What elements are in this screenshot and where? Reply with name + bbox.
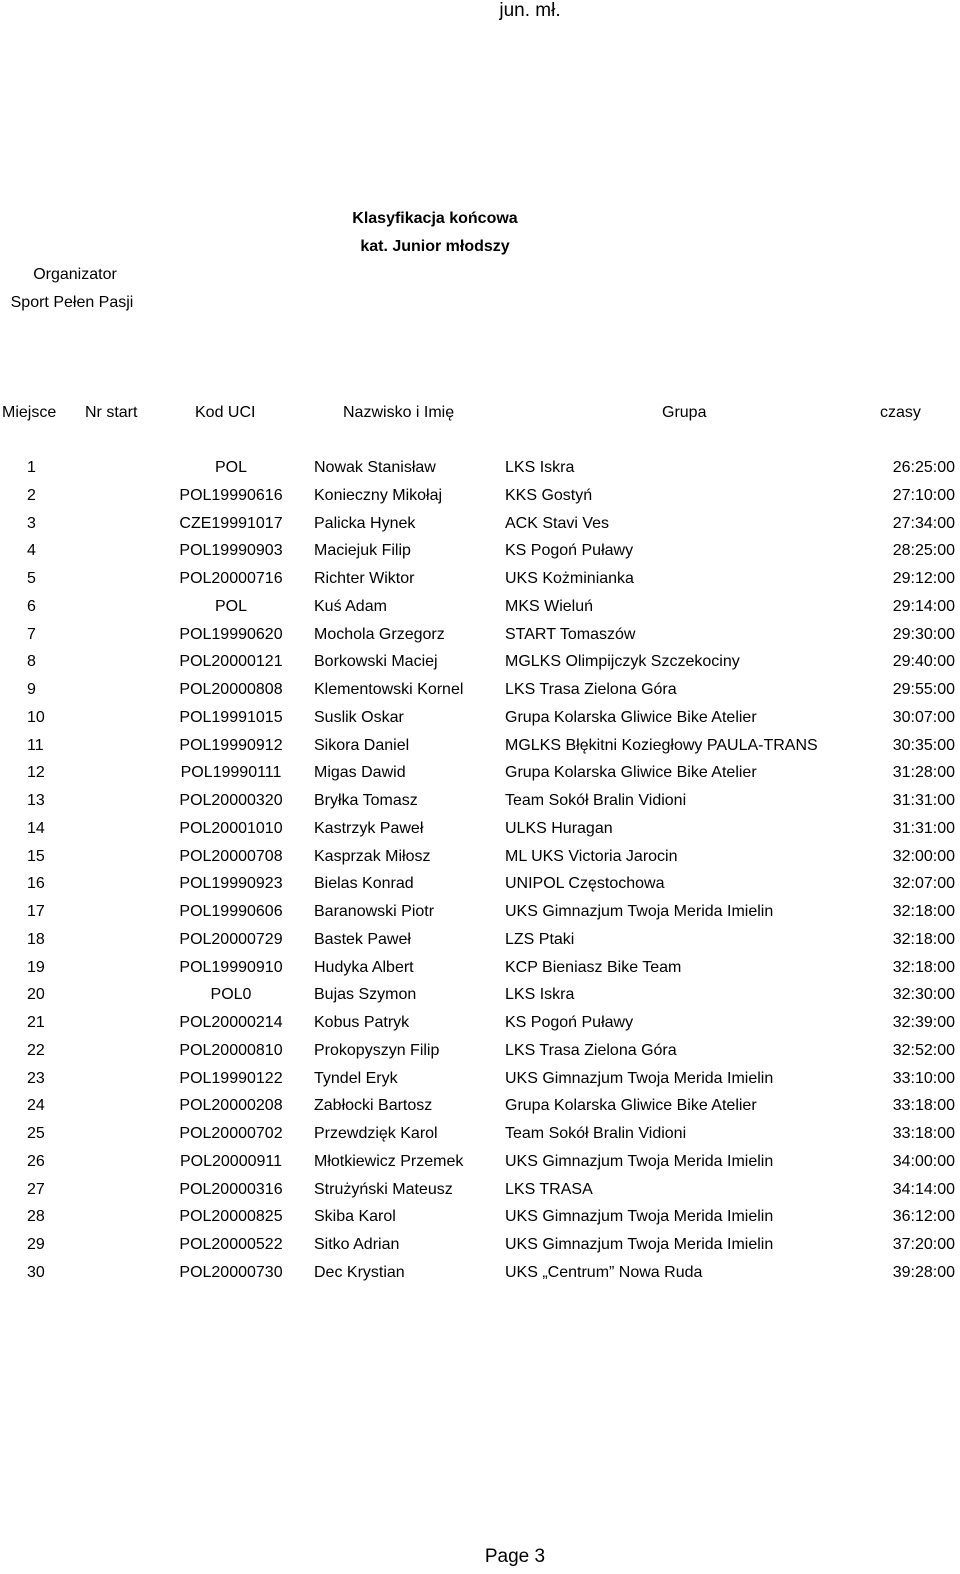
- result-uci-code: CZE19991017: [179, 514, 283, 532]
- result-uci-code: POL19990910: [179, 958, 283, 976]
- results-table: [0, 459, 960, 1292]
- result-uci-code: POL19990923: [179, 875, 283, 893]
- result-place: 6: [27, 597, 36, 615]
- result-time: 29:55:00: [892, 681, 955, 698]
- result-rider-name: Przewdzięk Karol: [314, 1125, 438, 1142]
- result-team: UKS Gimnazjum Twoja Merida Imielin: [505, 1236, 774, 1253]
- page-header-category: jun. mł.: [499, 0, 561, 21]
- result-place: 11: [27, 736, 44, 754]
- result-place: 25: [27, 1125, 45, 1142]
- table-row: [0, 487, 960, 515]
- result-rider-name: Bujas Szymon: [314, 986, 417, 1004]
- table-row: [0, 1208, 960, 1236]
- result-rider-name: Kuś Adam: [314, 597, 387, 615]
- result-rider-name: Kasprzak Miłosz: [314, 847, 431, 865]
- result-place: 12: [27, 764, 45, 782]
- result-team: UKS „Centrum” Nowa Ruda: [505, 1263, 703, 1281]
- result-rider-name: Strużyński Mateusz: [314, 1180, 453, 1198]
- result-uci-code: POL20000810: [179, 1041, 283, 1059]
- table-row: [0, 1070, 960, 1098]
- table-row: [0, 931, 960, 959]
- result-place: 15: [27, 847, 45, 865]
- result-team: UKS Kożminianka: [505, 570, 634, 587]
- result-uci-code: POL20001010: [179, 819, 283, 837]
- table-row: [0, 959, 960, 987]
- result-rider-name: Mochola Grzegorz: [314, 625, 445, 643]
- result-team: Grupa Kolarska Gliwice Bike Atelier: [505, 1097, 757, 1115]
- column-header-group: Grupa: [662, 404, 707, 421]
- result-place: 17: [27, 903, 45, 920]
- page-title: Klasyfikacja końcowa: [352, 210, 518, 227]
- result-rider-name: Dec Krystian: [314, 1263, 405, 1281]
- result-team: Team Sokół Bralin Vidioni: [505, 1125, 687, 1142]
- result-place: 7: [27, 625, 36, 643]
- result-time: 27:34:00: [892, 514, 955, 532]
- result-place: 14: [27, 819, 45, 837]
- result-time: 29:14:00: [892, 597, 955, 615]
- result-time: 31:28:00: [892, 764, 955, 782]
- result-rider-name: Bastek Paweł: [314, 930, 411, 948]
- result-place: 30: [27, 1263, 45, 1281]
- result-place: 10: [27, 708, 45, 726]
- result-uci-code: POL19990620: [179, 625, 283, 643]
- table-row: [0, 820, 960, 848]
- result-time: 31:31:00: [892, 819, 955, 837]
- result-time: 39:28:00: [892, 1263, 955, 1281]
- result-rider-name: Kobus Patryk: [314, 1014, 410, 1031]
- column-header-start-no: Nr start: [85, 404, 138, 421]
- result-place: 29: [27, 1236, 45, 1253]
- result-uci-code: POL20000214: [179, 1014, 283, 1031]
- result-time: 30:35:00: [892, 736, 955, 754]
- result-uci-code: POL19990903: [179, 542, 283, 560]
- column-header-place: Miejsce: [2, 404, 57, 421]
- page-subtitle: kat. Junior młodszy: [360, 238, 510, 255]
- result-rider-name: Nowak Stanisław: [314, 459, 436, 476]
- table-row: [0, 459, 960, 487]
- result-team: KKS Gostyń: [505, 486, 593, 504]
- result-time: 34:00:00: [892, 1152, 955, 1170]
- result-time: 33:18:00: [892, 1125, 955, 1142]
- result-time: 29:40:00: [892, 653, 955, 671]
- result-time: 26:25:00: [892, 459, 955, 476]
- table-row: [0, 792, 960, 820]
- result-rider-name: Richter Wiktor: [314, 570, 415, 587]
- result-time: 28:25:00: [892, 542, 955, 560]
- result-team: LKS Iskra: [505, 986, 575, 1004]
- result-place: 24: [27, 1097, 45, 1115]
- result-uci-code: POL20000716: [179, 570, 283, 587]
- result-time: 32:18:00: [892, 958, 955, 976]
- result-uci-code: POL20000729: [179, 930, 283, 948]
- table-row: [0, 1097, 960, 1125]
- column-header-time: czasy: [880, 404, 921, 421]
- result-team: KCP Bieniasz Bike Team: [505, 958, 682, 976]
- result-rider-name: Borkowski Maciej: [314, 653, 438, 671]
- table-row: [0, 1125, 960, 1153]
- result-uci-code: POL19990111: [180, 764, 282, 782]
- result-time: 30:07:00: [892, 708, 955, 726]
- result-uci-code: POL20000320: [179, 792, 283, 809]
- result-place: 2: [27, 486, 36, 504]
- result-time: 34:14:00: [892, 1180, 955, 1198]
- page-number: Page 3: [484, 1546, 546, 1567]
- result-rider-name: Kastrzyk Paweł: [314, 819, 424, 837]
- result-uci-code: POL19990606: [179, 903, 283, 920]
- result-team: LZS Ptaki: [505, 930, 575, 948]
- result-rider-name: Konieczny Mikołaj: [314, 486, 443, 504]
- result-time: 31:31:00: [892, 792, 955, 809]
- result-uci-code: POL0: [210, 986, 252, 1004]
- result-rider-name: Zabłocki Bartosz: [314, 1097, 433, 1115]
- result-place: 9: [27, 681, 36, 698]
- organizer-label: Organizator: [33, 266, 117, 283]
- result-rider-name: Palicka Hynek: [314, 514, 416, 532]
- result-uci-code: POL19990616: [179, 486, 283, 504]
- result-uci-code: POL20000730: [179, 1263, 283, 1281]
- result-time: 32:07:00: [892, 875, 955, 893]
- result-rider-name: Baranowski Piotr: [314, 903, 435, 920]
- table-row: [0, 542, 960, 570]
- result-place: 18: [27, 930, 45, 948]
- result-time: 32:00:00: [892, 847, 955, 865]
- result-team: ACK Stavi Ves: [505, 514, 610, 532]
- result-place: 4: [27, 542, 36, 560]
- result-rider-name: Migas Dawid: [314, 764, 406, 782]
- result-team: UKS Gimnazjum Twoja Merida Imielin: [505, 903, 774, 920]
- result-team: ULKS Huragan: [505, 819, 613, 837]
- result-place: 20: [27, 986, 45, 1004]
- result-place: 3: [27, 514, 36, 532]
- result-team: LKS TRASA: [505, 1180, 593, 1198]
- result-uci-code: POL20000702: [179, 1125, 283, 1142]
- result-uci-code: POL20000808: [179, 681, 283, 698]
- result-time: 32:30:00: [892, 986, 955, 1004]
- result-uci-code: POL20000522: [179, 1236, 283, 1253]
- result-rider-name: Młotkiewicz Przemek: [314, 1152, 464, 1170]
- table-row: [0, 1042, 960, 1070]
- table-row: [0, 1236, 960, 1264]
- result-uci-code: POL20000708: [179, 847, 283, 865]
- table-row: [0, 570, 960, 598]
- column-header-name: Nazwisko i Imię: [343, 404, 455, 421]
- result-team: UKS Gimnazjum Twoja Merida Imielin: [505, 1069, 774, 1087]
- table-row: [0, 875, 960, 903]
- table-row: [0, 1153, 960, 1181]
- result-time: 32:39:00: [892, 1014, 955, 1031]
- result-rider-name: Hudyka Albert: [314, 958, 414, 976]
- result-place: 8: [27, 653, 36, 671]
- result-uci-code: POL20000825: [179, 1208, 283, 1226]
- result-uci-code: POL19990912: [179, 736, 283, 754]
- table-row: [0, 626, 960, 654]
- result-uci-code: POL20000911: [179, 1152, 282, 1170]
- result-team: UKS Gimnazjum Twoja Merida Imielin: [505, 1208, 774, 1226]
- result-place: 27: [27, 1180, 45, 1198]
- result-time: 27:10:00: [892, 486, 955, 504]
- result-place: 1: [27, 459, 36, 476]
- result-time: 37:20:00: [892, 1236, 955, 1253]
- result-team: UKS Gimnazjum Twoja Merida Imielin: [505, 1152, 774, 1170]
- table-row: [0, 1181, 960, 1209]
- organizer-name: Sport Pełen Pasji: [10, 294, 134, 311]
- table-row: [0, 848, 960, 876]
- result-time: 32:18:00: [892, 930, 955, 948]
- result-rider-name: Prokopyszyn Filip: [314, 1041, 440, 1059]
- result-uci-code: POL20000121: [179, 653, 283, 671]
- result-rider-name: Bryłka Tomasz: [314, 792, 418, 809]
- result-uci-code: POL19991015: [179, 708, 283, 726]
- result-time: 32:52:00: [892, 1041, 955, 1059]
- result-team: MGLKS Olimpijczyk Szczekociny: [505, 653, 740, 671]
- result-team: Grupa Kolarska Gliwice Bike Atelier: [505, 708, 757, 726]
- result-team: Team Sokół Bralin Vidioni: [505, 792, 687, 809]
- result-uci-code: POL20000316: [179, 1180, 283, 1198]
- result-rider-name: Sitko Adrian: [314, 1236, 400, 1253]
- table-row: [0, 709, 960, 737]
- result-rider-name: Tyndel Eryk: [314, 1069, 398, 1087]
- table-row: [0, 598, 960, 626]
- result-team: ML UKS Victoria Jarocin: [505, 847, 678, 865]
- table-row: [0, 903, 960, 931]
- result-time: 32:18:00: [892, 903, 955, 920]
- result-rider-name: Bielas Konrad: [314, 875, 414, 893]
- result-team: MGLKS Błękitni Koziegłowy PAULA-TRANS: [505, 736, 818, 754]
- result-place: 19: [27, 958, 45, 976]
- result-team: LKS Trasa Zielona Góra: [505, 681, 677, 698]
- result-time: 36:12:00: [892, 1208, 955, 1226]
- result-team: KS Pogoń Puławy: [505, 1014, 634, 1031]
- result-team: LKS Iskra: [505, 459, 575, 476]
- result-place: 26: [27, 1152, 45, 1170]
- table-row: [0, 1014, 960, 1042]
- result-uci-code: POL20000208: [179, 1097, 283, 1115]
- result-rider-name: Skiba Karol: [314, 1208, 396, 1226]
- result-rider-name: Sikora Daniel: [314, 736, 410, 754]
- result-team: KS Pogoń Puławy: [505, 542, 634, 560]
- result-rider-name: Suslik Oskar: [314, 708, 404, 726]
- result-place: 5: [27, 570, 36, 587]
- column-header-uci-code: Kod UCI: [195, 404, 256, 421]
- result-rider-name: Klementowski Kornel: [314, 681, 464, 698]
- result-team: LKS Trasa Zielona Góra: [505, 1041, 677, 1059]
- result-time: 33:18:00: [892, 1097, 955, 1115]
- result-place: 22: [27, 1041, 45, 1059]
- result-time: 29:30:00: [892, 625, 955, 643]
- result-place: 13: [27, 792, 45, 809]
- result-time: 29:12:00: [892, 570, 955, 587]
- result-place: 28: [27, 1208, 45, 1226]
- table-row: [0, 515, 960, 543]
- result-uci-code: POL: [214, 459, 247, 476]
- result-rider-name: Maciejuk Filip: [314, 542, 411, 560]
- result-team: UNIPOL Częstochowa: [505, 875, 665, 893]
- result-place: 23: [27, 1069, 45, 1087]
- table-row: [0, 737, 960, 765]
- result-uci-code: POL19990122: [179, 1069, 283, 1087]
- result-team: MKS Wieluń: [505, 597, 594, 615]
- result-team: Grupa Kolarska Gliwice Bike Atelier: [505, 764, 757, 782]
- table-row: [0, 653, 960, 681]
- result-place: 16: [27, 875, 45, 893]
- result-place: 21: [27, 1014, 45, 1031]
- table-row: [0, 764, 960, 792]
- table-row: [0, 1264, 960, 1292]
- table-row: [0, 986, 960, 1014]
- result-uci-code: POL: [214, 597, 247, 615]
- result-team: START Tomaszów: [505, 625, 636, 643]
- table-row: [0, 681, 960, 709]
- result-time: 33:10:00: [892, 1069, 955, 1087]
